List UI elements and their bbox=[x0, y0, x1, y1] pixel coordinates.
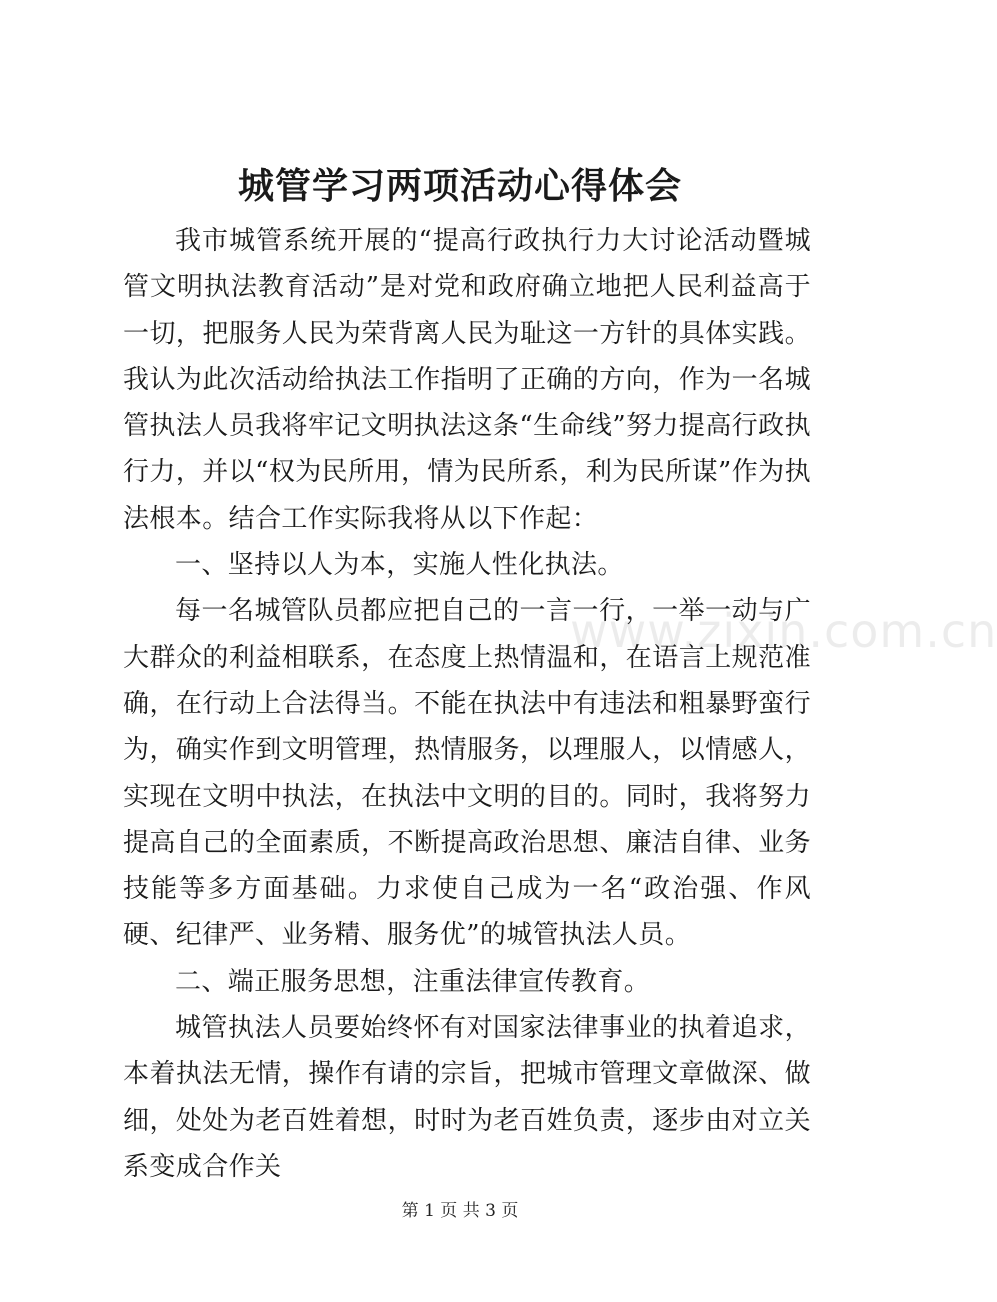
paragraph-section-1: 每一名城管队员都应把自己的一言一行，一举一动与广大群众的利益相联系，在态度上热情温和，在语言上规范准确，在行动上合法得当。不能在执法中有违法和粗暴野蛮行为，确实作到文明管理，热情服务，以理服人，以情感人，实现在文明中执法，在执法中文明的目的。同时，我将努力提高自己的全面素质，不断提高政治思想、廉洁自律、业务技能等多方面基础。力求使自己成为一名“政治强、作风硬、纪律严、业务精、服务优”的城管执法人员。 bbox=[123, 596, 811, 951]
page-footer: 第 1 页 共 3 页 bbox=[401, 1201, 519, 1221]
document-body bbox=[123, 218, 811, 1190]
section-heading-1: 一、坚持以人为本，实施人性化执法。 bbox=[175, 550, 624, 581]
section-heading-2: 二、端正服务思想，注重法律宣传教育。 bbox=[175, 966, 651, 997]
document-title: 城管学习两项活动心得体会 bbox=[237, 165, 682, 207]
watermark: www.zixin.com.cn bbox=[570, 604, 997, 658]
paragraph-section-2: 城管执法人员要始终怀有对国家法律事业的执着追求，本着执法无情，操作有请的宗旨，把城市管理文章做深、做细，处处为老百姓着想，时时为老百姓负责，逐步由对立关系变成合作关 bbox=[123, 1013, 811, 1182]
paragraph-intro: 我市城管系统开展的“提高行政执行力大讨论活动暨城管文明执法教育活动”是对党和政府确立地把人民利益高于一切，把服务人民为荣背离人民为耻这一方针的具体实践。我认为此次活动给执法工作指明了正确的方向，作为一名城管执法人员我将牢记文明执法这条“生命线”努力提高行政执行力，并以“权为民所用，情为民所系，利为民所谋”作为执法根本。结合工作实际我将从以下作起： bbox=[123, 226, 811, 534]
